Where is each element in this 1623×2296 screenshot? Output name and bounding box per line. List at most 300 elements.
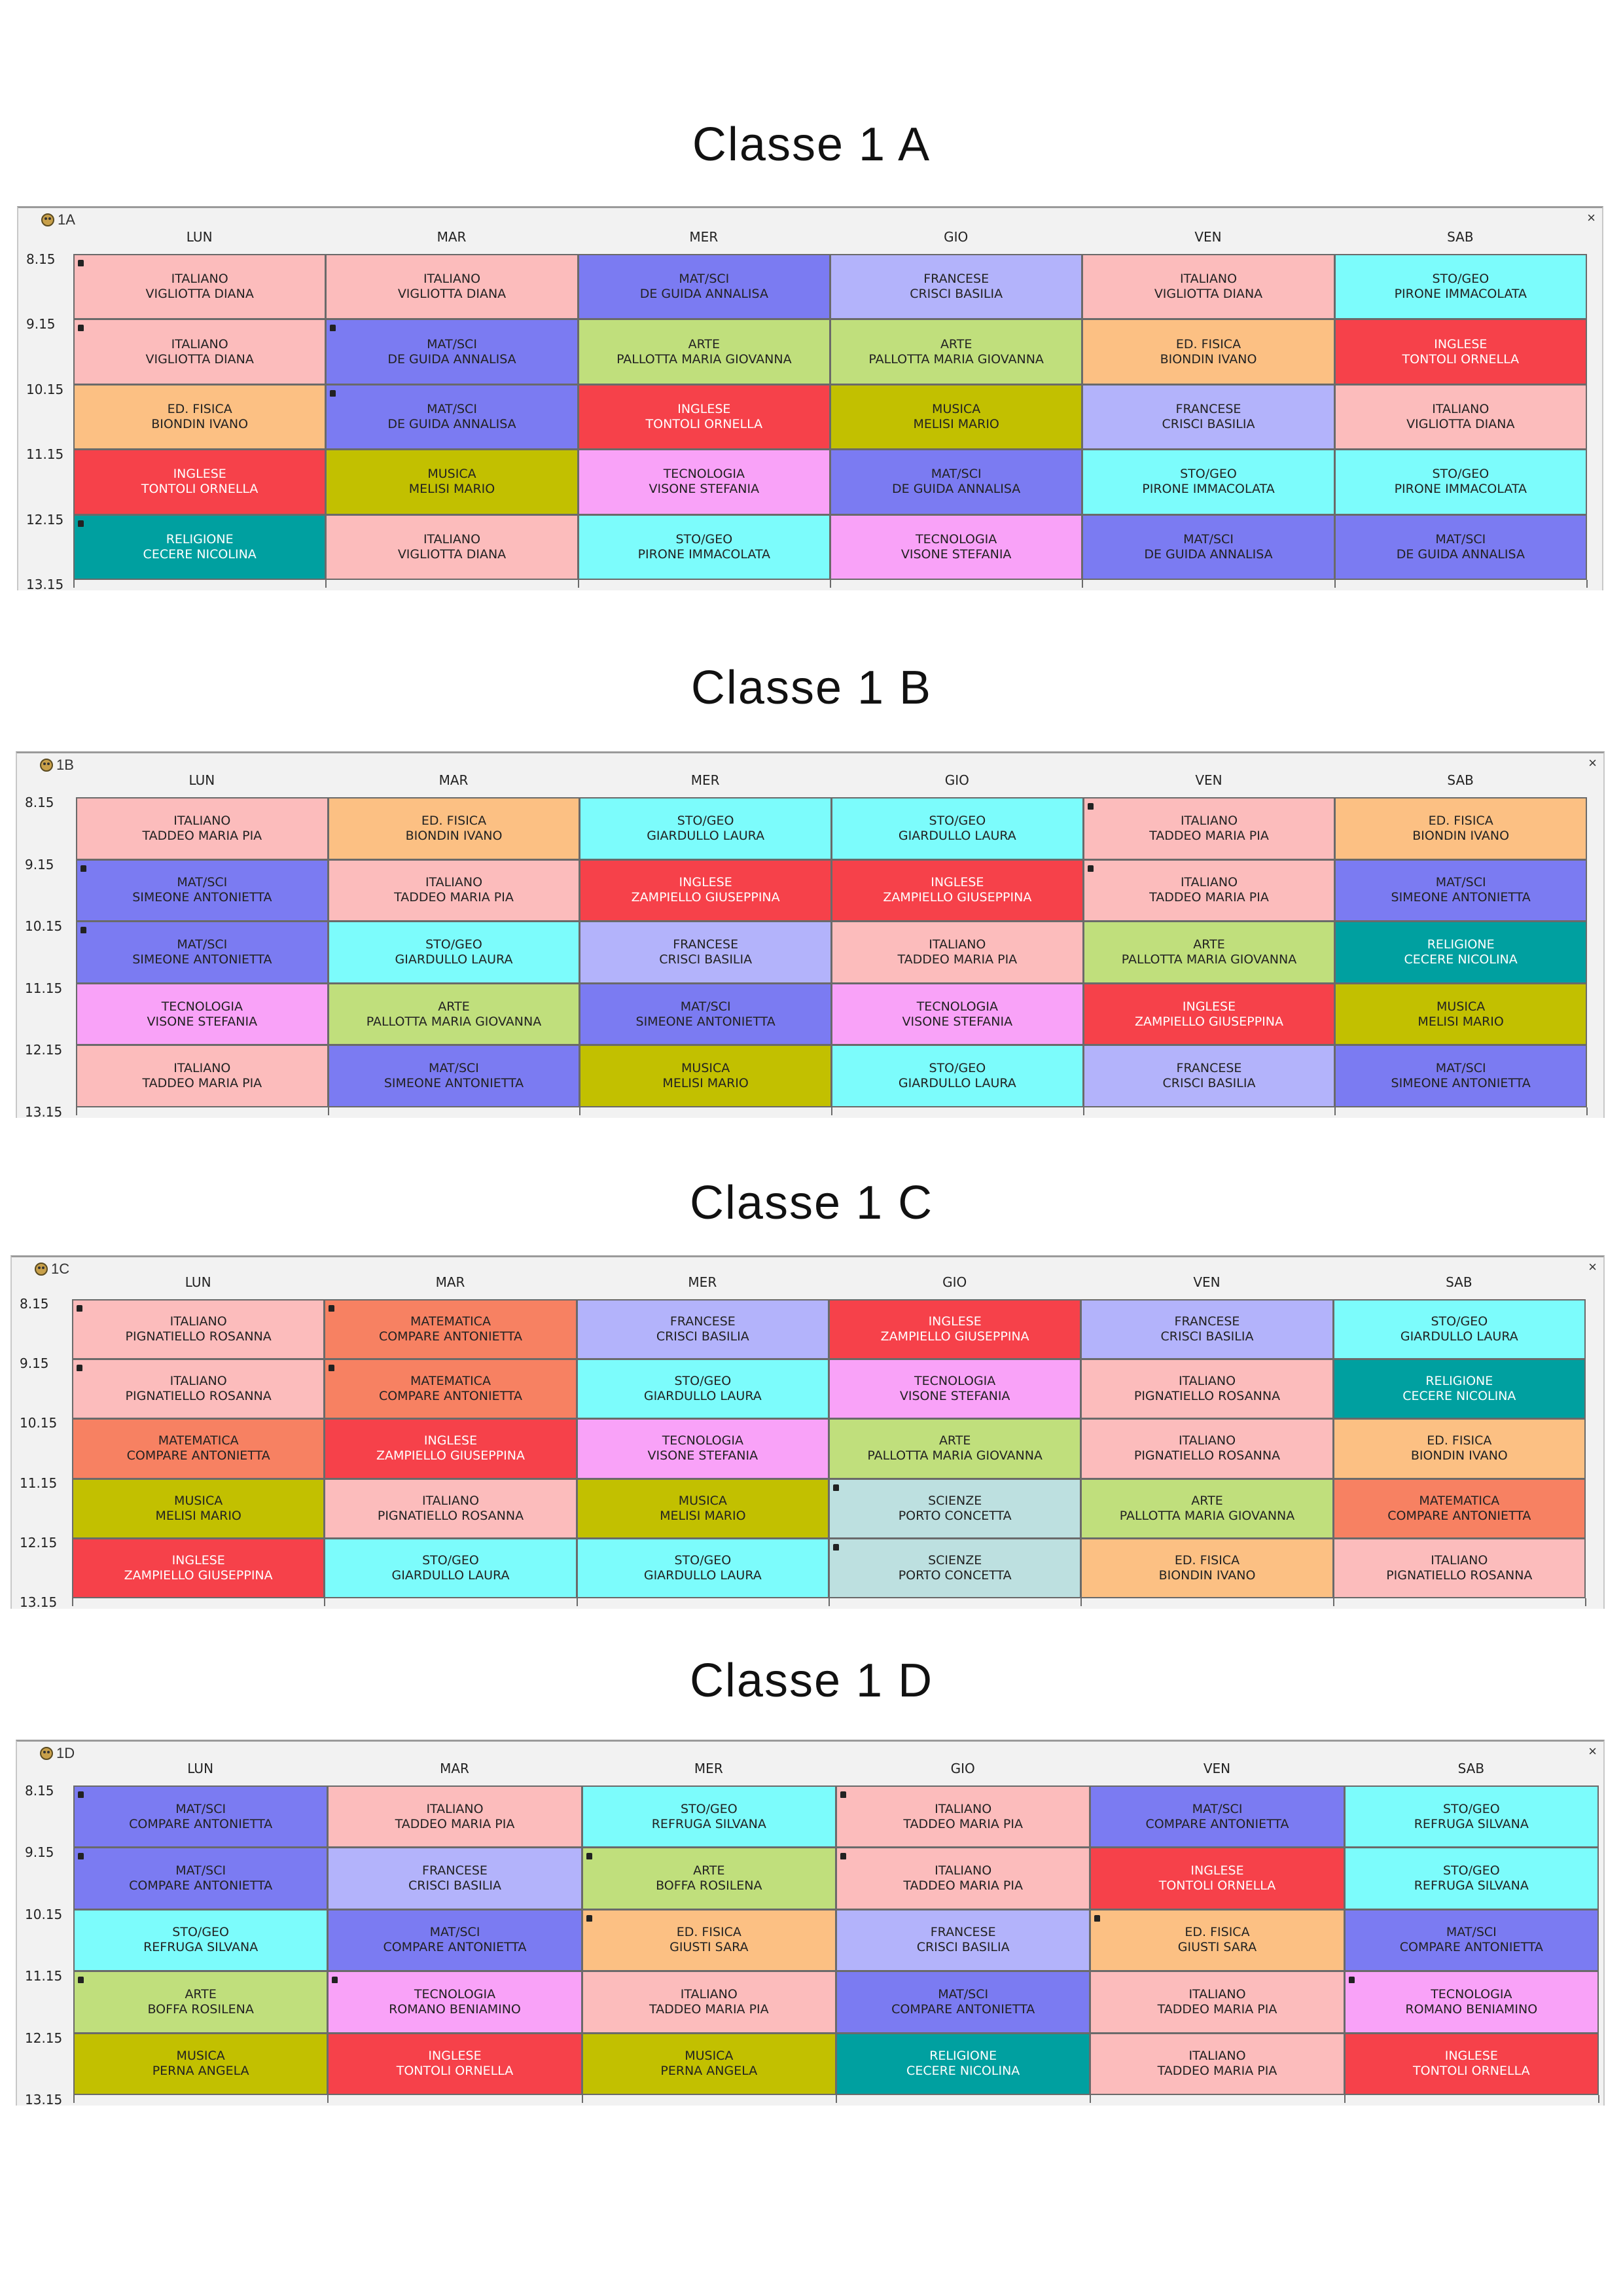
lesson-cell[interactable] bbox=[73, 254, 326, 319]
teacher-label: DE GUIDA ANNALISA bbox=[639, 287, 768, 302]
teacher-label: CECERE NICOLINA bbox=[143, 547, 257, 562]
teacher-label: GIUSTI SARA bbox=[1177, 1940, 1257, 1955]
subject-label: INGLESE bbox=[1434, 336, 1488, 351]
lesson-cell[interactable] bbox=[72, 1479, 325, 1539]
subject-label: INGLESE bbox=[173, 467, 226, 482]
teacher-label: SIMEONE ANTONIETTA bbox=[1391, 890, 1531, 905]
subject-label: MAT/SCI bbox=[679, 272, 730, 287]
lesson-cell[interactable] bbox=[1333, 1359, 1586, 1419]
teacher-label: GIARDULLO LAURA bbox=[391, 1568, 510, 1583]
subject-label: MAT/SCI bbox=[938, 1986, 989, 2001]
day-header: LUN bbox=[186, 229, 213, 245]
subject-label: ARTE bbox=[938, 1433, 971, 1448]
lesson-cell[interactable] bbox=[1334, 1045, 1587, 1107]
teacher-label: TADDEO MARIA PIA bbox=[395, 1816, 515, 1831]
subject-label: FRANCESE bbox=[422, 1863, 488, 1878]
lesson-cell[interactable] bbox=[73, 449, 326, 514]
subject-label: INGLESE bbox=[1190, 1863, 1244, 1878]
lesson-cell[interactable] bbox=[1090, 1847, 1344, 1909]
time-label: 13.15 bbox=[25, 2092, 63, 2108]
day-header: SAB bbox=[1446, 1274, 1472, 1290]
lesson-cell[interactable] bbox=[830, 449, 1082, 514]
lesson-cell[interactable] bbox=[577, 1418, 829, 1479]
lesson-cell[interactable] bbox=[1334, 859, 1587, 922]
teacher-label: VIGLIOTTA DIANA bbox=[397, 547, 507, 562]
time-label: 9.15 bbox=[20, 1355, 49, 1372]
lesson-cell[interactable] bbox=[1080, 1418, 1333, 1479]
teacher-label: VISONE STEFANIA bbox=[902, 1014, 1013, 1029]
teacher-label: PALLOTTA MARIA GIOVANNA bbox=[867, 1448, 1043, 1463]
lesson-cell[interactable] bbox=[830, 514, 1082, 580]
grid-divider bbox=[1585, 1598, 1586, 1606]
lesson-cell[interactable] bbox=[324, 1359, 577, 1419]
lesson-cell[interactable] bbox=[582, 1785, 836, 1848]
subject-label: RELIGIONE bbox=[1425, 1374, 1493, 1389]
lesson-cell[interactable] bbox=[579, 921, 832, 984]
subject-label: INGLESE bbox=[931, 875, 984, 890]
subject-label: MAT/SCI bbox=[427, 401, 477, 416]
time-label: 10.15 bbox=[25, 918, 63, 935]
teacher-label: GIARDULLO LAURA bbox=[395, 952, 513, 967]
teacher-label: SIMEONE ANTONIETTA bbox=[635, 1014, 776, 1029]
teacher-label: TONTOLI ORNELLA bbox=[141, 482, 259, 497]
window-label: 1C bbox=[51, 1261, 70, 1277]
lesson-cell[interactable] bbox=[1080, 1479, 1333, 1539]
teacher-label: ROMANO BENIAMINO bbox=[1405, 2001, 1538, 2017]
window-title bbox=[34, 1257, 69, 1281]
lesson-cell[interactable] bbox=[328, 797, 580, 860]
lesson-cell[interactable] bbox=[325, 514, 578, 580]
time-label: 10.15 bbox=[25, 1906, 63, 1922]
lesson-cell[interactable] bbox=[1334, 514, 1587, 580]
lesson-cell[interactable] bbox=[830, 384, 1082, 450]
subject-label: TECNOLOGIA bbox=[662, 1433, 743, 1448]
subject-label: STO/GEO bbox=[1442, 1801, 1500, 1816]
lesson-cell[interactable] bbox=[72, 1538, 325, 1598]
subject-label: MAT/SCI bbox=[429, 1061, 479, 1076]
lesson-cell[interactable] bbox=[72, 1299, 325, 1359]
time-label: 13.15 bbox=[20, 1594, 58, 1610]
lesson-cell[interactable] bbox=[73, 2033, 328, 2095]
teacher-label: GIARDULLO LAURA bbox=[898, 1076, 1016, 1091]
teacher-label: MELISI MARIO bbox=[660, 1508, 746, 1523]
lesson-cell[interactable] bbox=[1334, 921, 1587, 984]
grid-divider bbox=[72, 1598, 73, 1606]
lesson-cell[interactable] bbox=[1334, 797, 1587, 860]
subject-label: ITALIANO bbox=[1188, 1986, 1246, 2001]
lesson-cell[interactable] bbox=[1334, 319, 1587, 384]
lesson-cell[interactable] bbox=[829, 1479, 1081, 1539]
teacher-label: REFRUGA SILVANA bbox=[143, 1940, 259, 1955]
lesson-cell[interactable] bbox=[73, 1971, 328, 2033]
teacher-label: PIRONE IMMACOLATA bbox=[1394, 482, 1527, 497]
lesson-cell[interactable] bbox=[324, 1538, 577, 1598]
subject-label: ITALIANO bbox=[423, 272, 481, 287]
lesson-cell[interactable] bbox=[324, 1299, 577, 1359]
subject-label: ITALIANO bbox=[426, 1801, 484, 1816]
lesson-cell[interactable] bbox=[1334, 384, 1587, 450]
lesson-cell[interactable] bbox=[73, 1909, 328, 1971]
lesson-cell[interactable] bbox=[1333, 1479, 1586, 1539]
lesson-cell[interactable] bbox=[1344, 1847, 1599, 1909]
lesson-cell[interactable] bbox=[577, 1299, 829, 1359]
teacher-label: BIONDIN IVANO bbox=[405, 828, 503, 843]
teacher-label: VISONE STEFANIA bbox=[901, 547, 1012, 562]
teacher-label: PALLOTTA MARIA GIOVANNA bbox=[616, 351, 792, 367]
lesson-cell[interactable] bbox=[1083, 859, 1336, 922]
teacher-label: CRISCI BASILIA bbox=[1160, 1329, 1254, 1344]
lesson-cell[interactable] bbox=[578, 514, 830, 580]
teacher-label: COMPARE ANTONIETTA bbox=[126, 1448, 270, 1463]
subject-label: MUSICA bbox=[681, 1061, 730, 1076]
teacher-label: COMPARE ANTONIETTA bbox=[383, 1940, 527, 1955]
lesson-cell[interactable] bbox=[327, 1971, 582, 2033]
lesson-cell[interactable] bbox=[1082, 254, 1334, 319]
lesson-cell[interactable] bbox=[76, 1045, 329, 1107]
teacher-label: ZAMPIELLO GIUSEPPINA bbox=[880, 1329, 1029, 1344]
lesson-cell[interactable] bbox=[579, 797, 832, 860]
lesson-cell[interactable] bbox=[578, 319, 830, 384]
time-label: 11.15 bbox=[25, 1968, 63, 1984]
subject-label: ARTE bbox=[693, 1863, 725, 1878]
class-icon bbox=[34, 1262, 48, 1276]
subject-label: MAT/SCI bbox=[931, 467, 982, 482]
teacher-label: COMPARE ANTONIETTA bbox=[891, 2001, 1035, 2017]
lesson-cell[interactable] bbox=[1344, 2033, 1599, 2095]
lesson-cell[interactable] bbox=[579, 983, 832, 1046]
subject-label: ITALIANO bbox=[425, 875, 483, 890]
teacher-label: TONTOLI ORNELLA bbox=[1158, 1878, 1276, 1893]
lesson-cell[interactable] bbox=[582, 1909, 836, 1971]
grid-divider bbox=[1334, 580, 1336, 588]
close-icon[interactable]: × bbox=[1588, 755, 1597, 771]
lesson-cell[interactable] bbox=[327, 1847, 582, 1909]
subject-label: INGLESE bbox=[677, 401, 731, 416]
day-header: VEN bbox=[1194, 229, 1222, 245]
lesson-cell[interactable] bbox=[831, 797, 1084, 860]
teacher-label: MELISI MARIO bbox=[155, 1508, 241, 1523]
close-icon[interactable]: × bbox=[1588, 1743, 1597, 1759]
day-header: GIO bbox=[944, 772, 969, 788]
subject-label: STO/GEO bbox=[674, 1374, 732, 1389]
lesson-cell[interactable] bbox=[328, 921, 580, 984]
subject-label: MAT/SCI bbox=[177, 937, 228, 952]
lock-icon bbox=[1094, 1915, 1100, 1922]
lesson-cell[interactable] bbox=[76, 983, 329, 1046]
teacher-label: VISONE STEFANIA bbox=[147, 1014, 258, 1029]
day-header: SAB bbox=[1457, 1761, 1485, 1776]
lesson-cell[interactable] bbox=[578, 449, 830, 514]
subject-label: ED. FISICA bbox=[1428, 813, 1493, 828]
subject-label: TECNOLOGIA bbox=[1431, 1986, 1512, 2001]
teacher-label: VIGLIOTTA DIANA bbox=[1154, 287, 1263, 302]
subject-label: ITALIANO bbox=[173, 813, 231, 828]
subject-label: MAT/SCI bbox=[175, 1863, 226, 1878]
subject-label: STO/GEO bbox=[1180, 467, 1237, 482]
subject-label: STO/GEO bbox=[929, 1061, 986, 1076]
subject-label: FRANCESE bbox=[930, 1925, 996, 1940]
lesson-cell[interactable] bbox=[1083, 1045, 1336, 1107]
class-icon bbox=[41, 213, 55, 227]
day-header: LUN bbox=[187, 1761, 214, 1776]
teacher-label: CRISCI BASILIA bbox=[659, 952, 753, 967]
lesson-cell[interactable] bbox=[582, 1847, 836, 1909]
lesson-cell[interactable] bbox=[836, 1971, 1090, 2033]
teacher-label: VIGLIOTTA DIANA bbox=[145, 287, 254, 302]
subject-label: MAT/SCI bbox=[177, 875, 228, 890]
subject-label: ITALIANO bbox=[935, 1863, 992, 1878]
subject-label: ITALIANO bbox=[1180, 875, 1238, 890]
subject-label: MAT/SCI bbox=[1446, 1925, 1497, 1940]
lesson-cell[interactable] bbox=[831, 859, 1084, 922]
lesson-cell[interactable] bbox=[829, 1359, 1081, 1419]
subject-label: MUSICA bbox=[1436, 999, 1486, 1014]
lesson-cell[interactable] bbox=[577, 1359, 829, 1419]
teacher-label: VIGLIOTTA DIANA bbox=[1406, 416, 1515, 431]
grid-divider bbox=[1090, 2095, 1091, 2103]
teacher-label: GIARDULLO LAURA bbox=[643, 1568, 762, 1583]
time-label: 12.15 bbox=[25, 1042, 63, 1058]
lesson-cell[interactable] bbox=[831, 1045, 1084, 1107]
subject-label: ARTE bbox=[438, 999, 470, 1014]
lesson-cell[interactable] bbox=[76, 859, 329, 922]
subject-label: MAT/SCI bbox=[680, 999, 731, 1014]
lock-icon bbox=[840, 1853, 846, 1859]
lesson-cell[interactable] bbox=[829, 1299, 1081, 1359]
lock-icon bbox=[78, 1977, 84, 1983]
lesson-cell[interactable] bbox=[1334, 254, 1587, 319]
grid-divider bbox=[579, 1107, 580, 1115]
teacher-label: ZAMPIELLO GIUSEPPINA bbox=[883, 890, 1032, 905]
lock-icon bbox=[833, 1544, 839, 1551]
lesson-cell[interactable] bbox=[76, 921, 329, 984]
lesson-cell[interactable] bbox=[325, 384, 578, 450]
teacher-label: PIRONE IMMACOLATA bbox=[637, 547, 771, 562]
teacher-label: REFRUGA SILVANA bbox=[1414, 1878, 1529, 1893]
lesson-cell[interactable] bbox=[579, 859, 832, 922]
lesson-cell[interactable] bbox=[829, 1418, 1081, 1479]
lesson-cell[interactable] bbox=[73, 1847, 328, 1909]
teacher-label: PIGNATIELLO ROSANNA bbox=[1386, 1568, 1533, 1583]
teacher-label: CECERE NICOLINA bbox=[1402, 1389, 1516, 1404]
lesson-cell[interactable] bbox=[582, 2033, 836, 2095]
lesson-cell[interactable] bbox=[1082, 384, 1334, 450]
lesson-cell[interactable] bbox=[324, 1479, 577, 1539]
teacher-label: VISONE STEFANIA bbox=[899, 1389, 1010, 1404]
subject-label: ED. FISICA bbox=[1427, 1433, 1492, 1448]
lesson-cell[interactable] bbox=[1333, 1299, 1586, 1359]
lesson-cell[interactable] bbox=[578, 254, 830, 319]
teacher-label: PERNA ANGELA bbox=[152, 2064, 249, 2079]
lesson-cell[interactable] bbox=[830, 254, 1082, 319]
time-label: 8.15 bbox=[20, 1296, 49, 1312]
lesson-cell[interactable] bbox=[325, 449, 578, 514]
teacher-label: PALLOTTA MARIA GIOVANNA bbox=[366, 1014, 542, 1029]
subject-label: ITALIANO bbox=[680, 1986, 738, 2001]
teacher-label: PIGNATIELLO ROSANNA bbox=[1133, 1389, 1281, 1404]
day-header: SAB bbox=[1447, 772, 1474, 788]
lesson-cell[interactable] bbox=[1080, 1299, 1333, 1359]
close-icon[interactable]: × bbox=[1588, 1259, 1597, 1275]
teacher-label: CECERE NICOLINA bbox=[906, 2064, 1020, 2079]
time-label: 9.15 bbox=[25, 1844, 54, 1861]
teacher-label: TADDEO MARIA PIA bbox=[1149, 890, 1269, 905]
teacher-label: TONTOLI ORNELLA bbox=[1402, 351, 1520, 367]
teacher-label: DE GUIDA ANNALISA bbox=[1396, 547, 1525, 562]
lesson-cell[interactable] bbox=[1090, 1971, 1344, 2033]
subject-label: MAT/SCI bbox=[1435, 875, 1486, 890]
teacher-label: REFRUGA SILVANA bbox=[1414, 1816, 1529, 1831]
lesson-cell[interactable] bbox=[73, 384, 326, 450]
lesson-cell[interactable] bbox=[1090, 1785, 1344, 1848]
lesson-cell[interactable] bbox=[73, 514, 326, 580]
lock-icon bbox=[586, 1915, 592, 1922]
lesson-cell[interactable] bbox=[830, 319, 1082, 384]
lesson-cell[interactable] bbox=[1080, 1359, 1333, 1419]
lock-icon bbox=[330, 390, 336, 397]
subject-label: FRANCESE bbox=[1174, 1314, 1240, 1329]
lesson-cell[interactable] bbox=[1082, 319, 1334, 384]
lesson-cell[interactable] bbox=[72, 1359, 325, 1419]
lesson-cell[interactable] bbox=[578, 384, 830, 450]
subject-label: MAT/SCI bbox=[427, 336, 477, 351]
subject-label: STO/GEO bbox=[1442, 1863, 1500, 1878]
lesson-cell[interactable] bbox=[1333, 1418, 1586, 1479]
lesson-cell[interactable] bbox=[836, 1785, 1090, 1848]
close-icon[interactable]: × bbox=[1587, 209, 1596, 226]
subject-label: ITALIANO bbox=[1188, 2049, 1246, 2064]
lesson-cell[interactable] bbox=[328, 1045, 580, 1107]
lesson-cell[interactable] bbox=[582, 1971, 836, 2033]
lesson-cell[interactable] bbox=[325, 254, 578, 319]
teacher-label: BIONDIN IVANO bbox=[1160, 351, 1257, 367]
subject-label: MUSICA bbox=[174, 1493, 223, 1508]
window-title bbox=[39, 1742, 75, 1765]
lesson-cell[interactable] bbox=[73, 319, 326, 384]
lesson-cell[interactable] bbox=[1333, 1538, 1586, 1598]
subject-label: ARTE bbox=[1193, 937, 1225, 952]
lesson-cell[interactable] bbox=[577, 1479, 829, 1539]
lesson-cell[interactable] bbox=[1344, 1971, 1599, 2033]
lesson-cell[interactable] bbox=[1083, 983, 1336, 1046]
lesson-cell[interactable] bbox=[1080, 1538, 1333, 1598]
teacher-label: TADDEO MARIA PIA bbox=[394, 890, 514, 905]
subject-label: MATEMATICA bbox=[1419, 1493, 1500, 1508]
lock-icon bbox=[586, 1853, 592, 1859]
grid-divider bbox=[831, 1107, 832, 1115]
subject-label: ITALIANO bbox=[1179, 272, 1238, 287]
lesson-cell[interactable] bbox=[1082, 449, 1334, 514]
lesson-cell[interactable] bbox=[1344, 1909, 1599, 1971]
lock-icon bbox=[1088, 865, 1094, 872]
teacher-label: TADDEO MARIA PIA bbox=[903, 1878, 1023, 1893]
lesson-cell[interactable] bbox=[1090, 1909, 1344, 1971]
teacher-label: CRISCI BASILIA bbox=[1162, 1076, 1256, 1091]
lesson-cell[interactable] bbox=[328, 859, 580, 922]
teacher-label: VISONE STEFANIA bbox=[649, 482, 760, 497]
time-label: 11.15 bbox=[20, 1475, 58, 1491]
lesson-cell[interactable] bbox=[1090, 2033, 1344, 2095]
teacher-label: CRISCI BASILIA bbox=[408, 1878, 501, 1893]
lesson-cell[interactable] bbox=[579, 1045, 832, 1107]
lesson-cell[interactable] bbox=[72, 1418, 325, 1479]
lesson-cell[interactable] bbox=[324, 1418, 577, 1479]
lesson-cell[interactable] bbox=[836, 1847, 1090, 1909]
lesson-cell[interactable] bbox=[327, 2033, 582, 2095]
teacher-label: CECERE NICOLINA bbox=[1404, 952, 1518, 967]
teacher-label: GIARDULLO LAURA bbox=[1400, 1329, 1518, 1344]
subject-label: STO/GEO bbox=[929, 813, 986, 828]
teacher-label: BIONDIN IVANO bbox=[1158, 1568, 1256, 1583]
day-header: LUN bbox=[188, 772, 215, 788]
teacher-label: SIMEONE ANTONIETTA bbox=[383, 1076, 524, 1091]
subject-label: STO/GEO bbox=[1432, 272, 1489, 287]
day-header: GIO bbox=[944, 229, 969, 245]
time-label: 12.15 bbox=[20, 1534, 58, 1551]
day-header: MER bbox=[694, 1761, 723, 1776]
teacher-label: DE GUIDA ANNALISA bbox=[387, 351, 516, 367]
day-header: MAR bbox=[440, 1761, 469, 1776]
lesson-cell[interactable] bbox=[1083, 921, 1336, 984]
subject-label: ITALIANO bbox=[171, 336, 228, 351]
lesson-cell[interactable] bbox=[325, 319, 578, 384]
teacher-label: COMPARE ANTONIETTA bbox=[1399, 1940, 1543, 1955]
lesson-cell[interactable] bbox=[1082, 514, 1334, 580]
teacher-label: CRISCI BASILIA bbox=[1162, 416, 1255, 431]
teacher-label: MELISI MARIO bbox=[913, 416, 999, 431]
day-header: LUN bbox=[185, 1274, 211, 1290]
subject-label: RELIGIONE bbox=[929, 2049, 997, 2064]
lesson-cell[interactable] bbox=[1083, 797, 1336, 860]
lesson-cell[interactable] bbox=[829, 1538, 1081, 1598]
lesson-cell[interactable] bbox=[73, 1785, 328, 1848]
lesson-cell[interactable] bbox=[327, 1785, 582, 1848]
lesson-cell[interactable] bbox=[577, 1538, 829, 1598]
teacher-label: ZAMPIELLO GIUSEPPINA bbox=[124, 1568, 273, 1583]
teacher-label: MELISI MARIO bbox=[1418, 1014, 1504, 1029]
teacher-label: PIGNATIELLO ROSANNA bbox=[377, 1508, 524, 1523]
teacher-label: SIMEONE ANTONIETTA bbox=[132, 890, 272, 905]
lesson-cell[interactable] bbox=[327, 1909, 582, 1971]
lesson-cell[interactable] bbox=[831, 983, 1084, 1046]
lesson-cell[interactable] bbox=[836, 2033, 1090, 2095]
grid-divider bbox=[1083, 1107, 1084, 1115]
subject-label: ED. FISICA bbox=[1185, 1925, 1250, 1940]
subject-label: ARTE bbox=[1191, 1493, 1223, 1508]
lesson-cell[interactable] bbox=[328, 983, 580, 1046]
subject-label: TECNOLOGIA bbox=[914, 1374, 996, 1389]
lesson-cell[interactable] bbox=[831, 921, 1084, 984]
subject-label: RELIGIONE bbox=[166, 531, 234, 547]
subject-label: ITALIANO bbox=[1180, 813, 1238, 828]
subject-label: RELIGIONE bbox=[1427, 937, 1495, 952]
subject-label: TECNOLOGIA bbox=[414, 1986, 496, 2001]
lesson-cell[interactable] bbox=[1334, 449, 1587, 514]
time-label: 11.15 bbox=[26, 446, 64, 463]
subject-label: ED. FISICA bbox=[167, 401, 232, 416]
lesson-cell[interactable] bbox=[1334, 983, 1587, 1046]
lesson-cell[interactable] bbox=[836, 1909, 1090, 1971]
lesson-cell[interactable] bbox=[1344, 1785, 1599, 1848]
subject-label: MATEMATICA bbox=[410, 1374, 491, 1389]
day-header: SAB bbox=[1447, 229, 1474, 245]
subject-label: ITALIANO bbox=[423, 531, 481, 547]
lock-icon bbox=[330, 325, 336, 331]
subject-label: STO/GEO bbox=[422, 1552, 479, 1568]
teacher-label: ROMANO BENIAMINO bbox=[389, 2001, 521, 2017]
class-title: Classe 1 B bbox=[690, 662, 933, 714]
lesson-cell[interactable] bbox=[76, 797, 329, 860]
